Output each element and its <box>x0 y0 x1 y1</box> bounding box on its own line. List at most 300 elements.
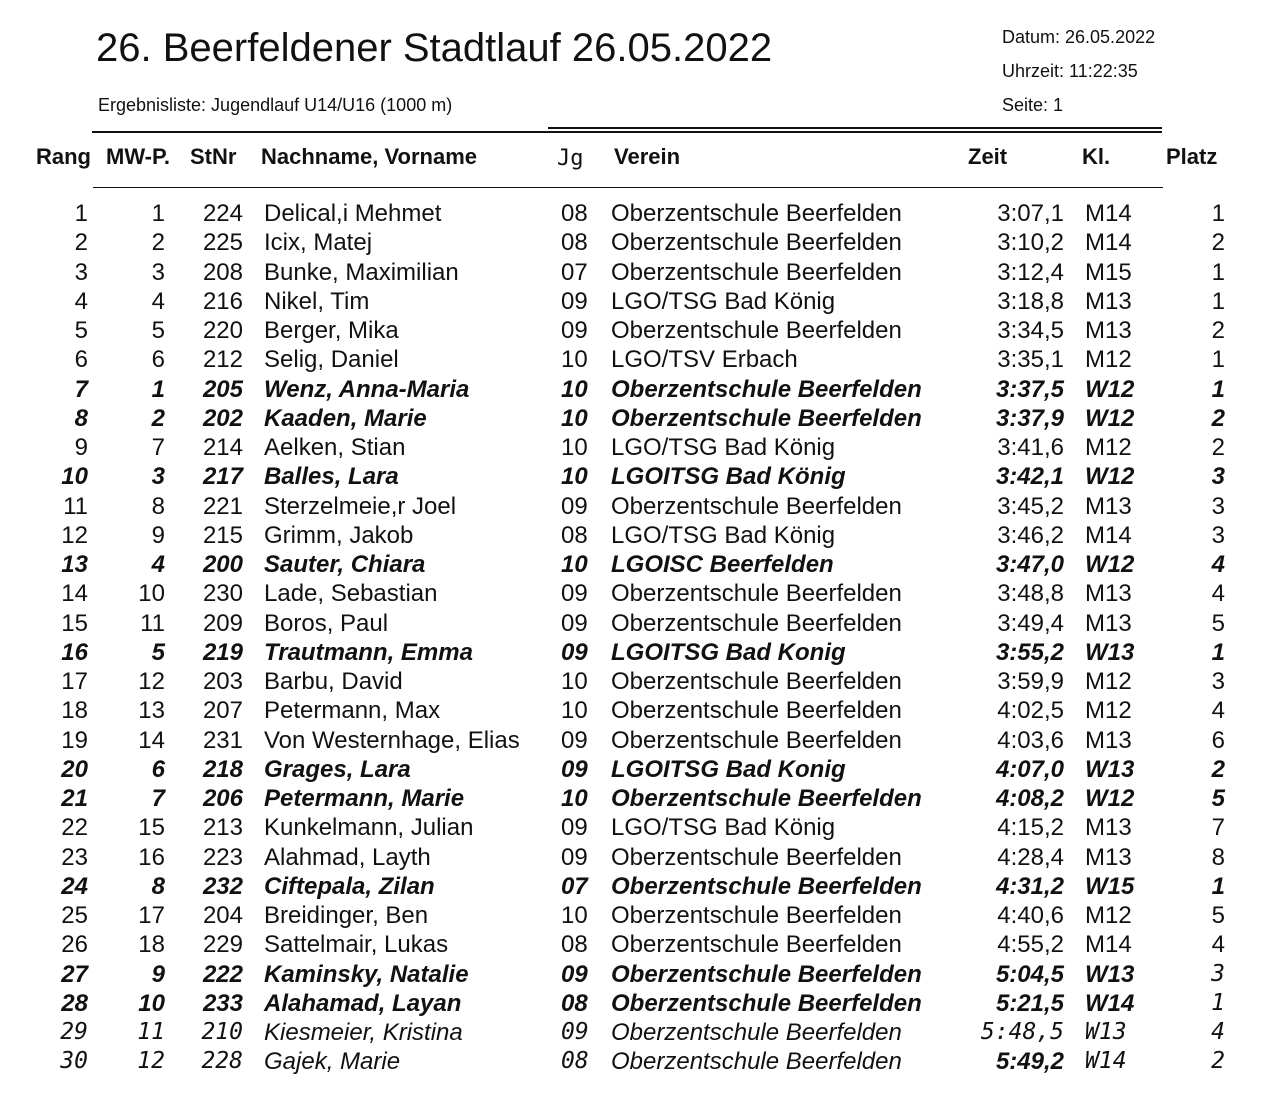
table-row <box>0 727 1273 756</box>
class-cell: M12 <box>1085 346 1132 374</box>
start-number-cell: 219 <box>202 638 243 666</box>
class-cell: M13 <box>1085 609 1132 637</box>
name-cell: Nikel, Tim <box>264 287 370 315</box>
rank-cell: 3 <box>74 258 88 286</box>
class-cell: M12 <box>1085 902 1132 929</box>
mw-points-cell: 7 <box>151 434 165 461</box>
birth-year-cell: 10 <box>561 434 588 461</box>
table-row <box>0 434 1273 463</box>
class-cell: W13 <box>1085 638 1135 666</box>
place-cell: 1 <box>1211 872 1225 900</box>
rank-cell: 23 <box>61 843 88 871</box>
time-cell: 5:04,5 <box>995 960 1064 988</box>
club-cell: Oberzentschule Beerfelden <box>611 902 902 929</box>
class-cell: W12 <box>1085 785 1135 812</box>
birth-year-cell: 09 <box>561 843 588 871</box>
rank-cell: 1 <box>74 200 88 227</box>
name-cell: Alahamad, Layan <box>264 989 462 1017</box>
name-cell: Ciftepala, Zilan <box>264 872 435 900</box>
club-cell: Oberzentschule Beerfelden <box>611 200 902 227</box>
time-cell: 4:03,6 <box>997 726 1064 754</box>
start-number-cell: 228 <box>201 1048 243 1075</box>
birth-year-cell: 09 <box>561 580 588 608</box>
mw-points-cell: 2 <box>151 229 165 257</box>
date-label: Datum: 26.05.2022 <box>1002 27 1156 47</box>
name-cell: Selig, Daniel <box>264 346 399 374</box>
page-title: 26. Beerfeldener Stadtlauf 26.05.2022 <box>96 26 773 70</box>
start-number-cell: 204 <box>202 902 243 929</box>
table-row <box>0 229 1273 258</box>
rank-cell: 21 <box>61 785 88 812</box>
table-row <box>0 668 1273 697</box>
mw-points-cell: 10 <box>138 989 165 1017</box>
name-cell: Breidinger, Ben <box>264 902 429 929</box>
time-cell: 4:08,2 <box>995 785 1064 812</box>
table-row <box>0 288 1273 317</box>
rank-cell: 11 <box>63 492 88 520</box>
place-cell: 3 <box>1211 521 1225 549</box>
time-cell: 4:07,0 <box>995 755 1064 783</box>
table-row <box>0 405 1273 434</box>
class-cell: M14 <box>1085 229 1132 257</box>
start-number-cell: 224 <box>202 200 243 227</box>
birth-year-cell: 10 <box>561 697 588 725</box>
place-cell: 7 <box>1211 814 1225 842</box>
time-cell: 3:49,4 <box>997 609 1064 637</box>
name-cell: Gajek, Marie <box>264 1048 401 1076</box>
header-divider-bottom <box>93 187 1163 188</box>
class-cell: M13 <box>1085 843 1132 871</box>
time-cell: 4:15,2 <box>997 814 1064 842</box>
rank-cell: 26 <box>61 931 88 959</box>
club-cell: Oberzentschule Beerfelden <box>611 580 902 608</box>
name-cell: Kaminsky, Natalie <box>264 960 469 988</box>
club-cell: Oberzentschule Beerfelden <box>611 317 902 344</box>
table-row <box>0 493 1273 522</box>
mw-points-cell: 15 <box>138 814 165 842</box>
table-row <box>0 697 1273 726</box>
start-number-cell: 213 <box>202 814 243 842</box>
column-header-mwp: MW-P. <box>106 144 170 169</box>
start-number-cell: 203 <box>202 668 243 695</box>
class-cell: M14 <box>1085 200 1132 227</box>
column-header-verein: Verein <box>614 144 681 169</box>
club-cell: Oberzentschule Beerfelden <box>611 668 902 695</box>
place-cell: 3 <box>1211 960 1225 987</box>
place-cell: 5 <box>1211 785 1225 812</box>
class-cell: W12 <box>1085 463 1135 491</box>
table-row <box>0 844 1273 873</box>
club-cell: LGO/TSV Erbach <box>611 346 798 374</box>
mw-points-cell: 6 <box>151 346 165 374</box>
rank-cell: 13 <box>61 551 88 578</box>
class-cell: W15 <box>1085 872 1135 900</box>
time-cell: 3:07,1 <box>997 200 1064 227</box>
table-row <box>0 756 1273 785</box>
place-cell: 1 <box>1211 346 1225 374</box>
rank-cell: 15 <box>61 609 88 637</box>
club-cell: LGOISC Beerfelden <box>611 551 834 578</box>
place-cell: 1 <box>1211 989 1225 1016</box>
class-cell: W13 <box>1085 960 1135 988</box>
rank-cell: 25 <box>61 902 88 929</box>
class-cell: M14 <box>1085 931 1132 959</box>
start-number-cell: 233 <box>202 989 243 1017</box>
mw-points-cell: 3 <box>151 258 165 286</box>
place-cell: 2 <box>1211 229 1225 257</box>
club-cell: Oberzentschule Beerfelden <box>611 872 922 900</box>
class-cell: M12 <box>1085 697 1132 725</box>
table-row <box>0 376 1273 405</box>
club-cell: LGOITSG Bad Konig <box>611 638 846 666</box>
club-cell: LGO/TSG Bad König <box>611 814 836 842</box>
club-cell: Oberzentschule Beerfelden <box>611 1019 902 1046</box>
table-row <box>0 346 1273 375</box>
table-row <box>0 1019 1273 1048</box>
time-cell: 3:48,8 <box>997 580 1064 608</box>
class-cell: M12 <box>1085 668 1132 695</box>
mw-points-cell: 12 <box>137 1048 165 1075</box>
club-cell: Oberzentschule Beerfelden <box>611 258 902 286</box>
page-number-label: Seite: 1 <box>1002 95 1064 115</box>
mw-points-cell: 9 <box>151 960 165 988</box>
table-row <box>0 961 1273 990</box>
birth-year-cell: 09 <box>561 317 588 344</box>
table-row <box>0 814 1273 843</box>
time-cell: 3:35,1 <box>997 346 1064 374</box>
birth-year-cell: 08 <box>561 1048 589 1075</box>
name-cell: Kiesmeier, Kristina <box>264 1019 463 1046</box>
club-cell: Oberzentschule Beerfelden <box>611 609 902 637</box>
class-cell: W12 <box>1085 404 1135 432</box>
column-header-stnr: StNr <box>190 144 237 169</box>
mw-points-cell: 11 <box>140 609 165 637</box>
start-number-cell: 216 <box>202 287 243 315</box>
name-cell: Sauter, Chiara <box>264 551 426 578</box>
birth-year-cell: 10 <box>561 404 588 432</box>
start-number-cell: 205 <box>202 375 243 403</box>
table-row <box>0 580 1273 609</box>
time-cell: 5:21,5 <box>995 989 1064 1017</box>
mw-points-cell: 2 <box>151 404 165 432</box>
start-number-cell: 209 <box>202 609 243 637</box>
header-divider-top <box>92 131 1162 133</box>
rank-cell: 17 <box>61 668 88 695</box>
class-cell: M13 <box>1085 580 1132 608</box>
start-number-cell: 212 <box>202 346 243 374</box>
place-cell: 5 <box>1211 902 1225 929</box>
club-cell: Oberzentschule Beerfelden <box>611 229 902 257</box>
place-cell: 1 <box>1211 258 1225 286</box>
place-cell: 2 <box>1211 434 1225 461</box>
mw-points-cell: 5 <box>151 317 165 344</box>
club-cell: Oberzentschule Beerfelden <box>611 404 922 432</box>
name-cell: Delical,i Mehmet <box>264 200 442 227</box>
birth-year-cell: 10 <box>561 463 588 491</box>
mw-points-cell: 1 <box>151 200 165 227</box>
start-number-cell: 217 <box>202 463 243 491</box>
place-cell: 2 <box>1211 1048 1225 1075</box>
birth-year-cell: 09 <box>561 726 588 754</box>
column-header-kl: Kl. <box>1082 144 1111 169</box>
name-cell: Balles, Lara <box>264 463 399 491</box>
start-number-cell: 223 <box>202 843 243 871</box>
mw-points-cell: 5 <box>151 638 165 666</box>
birth-year-cell: 07 <box>561 258 588 286</box>
place-cell: 4 <box>1211 697 1225 725</box>
result-list-subtitle: Ergebnisliste: Jugendlauf U14/U16 (1000 m) <box>98 95 453 115</box>
club-cell: Oberzentschule Beerfelden <box>611 960 922 988</box>
rank-cell: 20 <box>61 755 88 783</box>
name-cell: Aelken, Stian <box>264 434 406 461</box>
class-cell: W14 <box>1085 1048 1127 1075</box>
time-cell: 3:46,2 <box>997 521 1064 549</box>
time-cell: 4:55,2 <box>997 931 1064 959</box>
time-cell: 3:18,8 <box>997 287 1064 315</box>
birth-year-cell: 08 <box>561 521 588 549</box>
club-cell: Oberzentschule Beerfelden <box>611 931 902 959</box>
club-cell: Oberzentschule Beerfelden <box>611 375 922 403</box>
rank-cell: 28 <box>61 989 88 1017</box>
time-cell: 3:41,6 <box>997 434 1064 461</box>
table-row <box>0 902 1273 931</box>
birth-year-cell: 10 <box>561 346 588 374</box>
start-number-cell: 220 <box>202 317 243 344</box>
column-header-zeit: Zeit <box>968 144 1008 169</box>
class-cell: W13 <box>1085 755 1135 783</box>
birth-year-cell: 09 <box>561 1019 589 1045</box>
birth-year-cell: 09 <box>561 755 588 783</box>
table-row <box>0 551 1273 580</box>
name-cell: Berger, Mika <box>264 317 399 344</box>
start-number-cell: 206 <box>202 785 243 812</box>
start-number-cell: 202 <box>202 404 243 432</box>
birth-year-cell: 09 <box>561 609 588 637</box>
table-row <box>0 990 1273 1019</box>
place-cell: 4 <box>1211 551 1225 578</box>
header-divider-top-right <box>548 127 1162 129</box>
class-cell: M13 <box>1085 317 1132 344</box>
start-number-cell: 215 <box>202 521 243 549</box>
name-cell: Alahmad, Layth <box>264 843 431 871</box>
time-cell: 3:42,1 <box>995 463 1064 491</box>
rank-cell: 22 <box>61 814 88 842</box>
table-row <box>0 317 1273 346</box>
mw-points-cell: 16 <box>138 843 165 871</box>
time-cell: 3:59,9 <box>997 668 1064 695</box>
mw-points-cell: 9 <box>151 521 165 549</box>
club-cell: Oberzentschule Beerfelden <box>611 697 902 725</box>
place-cell: 8 <box>1211 843 1225 871</box>
time-cell: 3:12,4 <box>997 258 1064 286</box>
time-cell: 3:37,5 <box>995 375 1064 403</box>
mw-points-cell: 11 <box>137 1019 165 1045</box>
rank-cell: 6 <box>74 346 88 374</box>
mw-points-cell: 10 <box>138 580 165 608</box>
birth-year-cell: 10 <box>561 375 588 403</box>
class-cell: W12 <box>1085 375 1135 403</box>
rank-cell: 4 <box>74 287 88 315</box>
start-number-cell: 232 <box>202 872 243 900</box>
name-cell: Grages, Lara <box>264 755 411 783</box>
table-row <box>0 200 1273 229</box>
class-cell: M14 <box>1085 521 1132 549</box>
birth-year-cell: 10 <box>561 785 588 812</box>
column-header-jg: Jg <box>557 146 584 171</box>
name-cell: Grimm, Jakob <box>264 521 414 549</box>
name-cell: Sterzelmeie,r Joel <box>264 492 457 520</box>
rank-cell: 16 <box>61 638 88 666</box>
club-cell: LGO/TSG Bad König <box>611 521 836 549</box>
mw-points-cell: 1 <box>151 375 165 403</box>
club-cell: Oberzentschule Beerfelden <box>611 492 902 520</box>
start-number-cell: 218 <box>202 755 243 783</box>
name-cell: Lade, Sebastian <box>264 580 438 608</box>
birth-year-cell: 07 <box>561 872 588 900</box>
start-number-cell: 207 <box>202 697 243 725</box>
rank-cell: 14 <box>61 580 88 608</box>
place-cell: 3 <box>1211 668 1225 695</box>
mw-points-cell: 12 <box>138 668 165 695</box>
club-cell: Oberzentschule Beerfelden <box>611 843 902 871</box>
name-cell: Petermann, Max <box>264 697 441 725</box>
table-row <box>0 522 1273 551</box>
place-cell: 3 <box>1211 492 1225 520</box>
name-cell: Kunkelmann, Julian <box>264 814 474 842</box>
birth-year-cell: 08 <box>561 229 588 257</box>
time-cell: 4:28,4 <box>997 843 1064 871</box>
club-cell: LGO/TSG Bad König <box>611 287 836 315</box>
time-cell: 4:02,5 <box>997 697 1064 725</box>
place-cell: 2 <box>1211 317 1225 344</box>
rank-cell: 19 <box>61 726 88 754</box>
rank-cell: 9 <box>74 434 88 461</box>
time-cell: 5:49,2 <box>995 1048 1064 1076</box>
birth-year-cell: 09 <box>561 638 588 666</box>
place-cell: 5 <box>1211 609 1225 637</box>
place-cell: 4 <box>1211 580 1225 608</box>
name-cell: Kaaden, Marie <box>264 404 427 432</box>
time-cell: 3:45,2 <box>997 492 1064 520</box>
table-row <box>0 463 1273 492</box>
class-cell: M13 <box>1085 492 1132 520</box>
time-cell: 3:37,9 <box>995 404 1064 432</box>
time-cell: 3:10,2 <box>997 229 1064 257</box>
rank-cell: 7 <box>74 375 88 403</box>
rank-cell: 5 <box>74 317 88 344</box>
rank-cell: 30 <box>60 1048 88 1075</box>
mw-points-cell: 4 <box>151 551 165 578</box>
mw-points-cell: 18 <box>138 931 165 959</box>
place-cell: 1 <box>1211 375 1225 403</box>
start-number-cell: 231 <box>202 726 243 754</box>
time-cell: 5:48,5 <box>980 1019 1064 1045</box>
table-row <box>0 610 1273 639</box>
start-number-cell: 222 <box>202 960 243 988</box>
name-cell: Sattelmair, Lukas <box>264 931 449 959</box>
class-cell: M13 <box>1085 814 1132 842</box>
rank-cell: 29 <box>60 1019 88 1045</box>
rank-cell: 27 <box>61 960 88 988</box>
rank-cell: 24 <box>61 872 88 900</box>
place-cell: 2 <box>1211 404 1225 432</box>
class-cell: M15 <box>1085 258 1132 286</box>
start-number-cell: 210 <box>201 1019 243 1045</box>
name-cell: Boros, Paul <box>264 609 389 637</box>
birth-year-cell: 09 <box>561 492 588 520</box>
birth-year-cell: 09 <box>561 287 588 315</box>
place-cell: 4 <box>1211 1019 1225 1045</box>
class-cell: W12 <box>1085 551 1135 578</box>
rank-cell: 10 <box>61 463 88 491</box>
class-cell: M13 <box>1085 287 1132 315</box>
club-cell: Oberzentschule Beerfelden <box>611 1048 902 1076</box>
rank-cell: 12 <box>61 521 88 549</box>
rank-cell: 8 <box>74 404 88 432</box>
time-cell: 3:34,5 <box>997 317 1064 344</box>
birth-year-cell: 10 <box>561 551 588 578</box>
birth-year-cell: 10 <box>561 902 588 929</box>
class-cell: M12 <box>1085 434 1132 461</box>
place-cell: 4 <box>1211 931 1225 959</box>
mw-points-cell: 7 <box>151 785 165 812</box>
place-cell: 1 <box>1211 638 1225 666</box>
club-cell: Oberzentschule Beerfelden <box>611 989 922 1017</box>
name-cell: Trautmann, Emma <box>264 638 473 666</box>
birth-year-cell: 08 <box>561 200 588 227</box>
place-cell: 3 <box>1211 463 1225 491</box>
mw-points-cell: 14 <box>138 726 165 754</box>
mw-points-cell: 6 <box>151 755 165 783</box>
name-cell: Icix, Matej <box>264 229 373 257</box>
mw-points-cell: 17 <box>138 902 165 929</box>
start-number-cell: 221 <box>202 492 243 520</box>
table-row <box>0 785 1273 814</box>
class-cell: W14 <box>1085 989 1135 1017</box>
class-cell: M13 <box>1085 726 1132 754</box>
club-cell: Oberzentschule Beerfelden <box>611 785 922 812</box>
mw-points-cell: 4 <box>151 287 165 315</box>
club-cell: LGOITSG Bad König <box>611 463 846 491</box>
club-cell: LGO/TSG Bad König <box>611 434 836 461</box>
birth-year-cell: 09 <box>561 814 588 842</box>
start-number-cell: 214 <box>202 434 243 461</box>
mw-points-cell: 8 <box>151 872 165 900</box>
name-cell: Bunke, Maximilian <box>264 258 459 286</box>
table-row <box>0 259 1273 288</box>
time-cell: 4:40,6 <box>997 902 1064 929</box>
name-cell: Petermann, Marie <box>264 785 465 812</box>
table-row <box>0 873 1273 902</box>
club-cell: Oberzentschule Beerfelden <box>611 726 902 754</box>
name-cell: Wenz, Anna-Maria <box>264 375 470 403</box>
start-number-cell: 225 <box>202 229 243 257</box>
birth-year-cell: 10 <box>561 668 588 695</box>
start-number-cell: 230 <box>202 580 243 608</box>
time-cell: 4:31,2 <box>995 872 1064 900</box>
club-cell: LGOITSG Bad Konig <box>611 755 846 783</box>
time-cell: 3:55,2 <box>995 638 1064 666</box>
place-cell: 6 <box>1211 726 1225 754</box>
birth-year-cell: 08 <box>561 989 588 1017</box>
time-label: Uhrzeit: 11:22:35 <box>1002 61 1138 81</box>
name-cell: Von Westernhage, Elias <box>264 726 520 754</box>
time-cell: 3:47,0 <box>995 551 1064 578</box>
mw-points-cell: 3 <box>151 463 165 491</box>
column-header-platz: Platz <box>1166 144 1218 169</box>
place-cell: 1 <box>1211 287 1225 315</box>
birth-year-cell: 08 <box>561 931 588 959</box>
